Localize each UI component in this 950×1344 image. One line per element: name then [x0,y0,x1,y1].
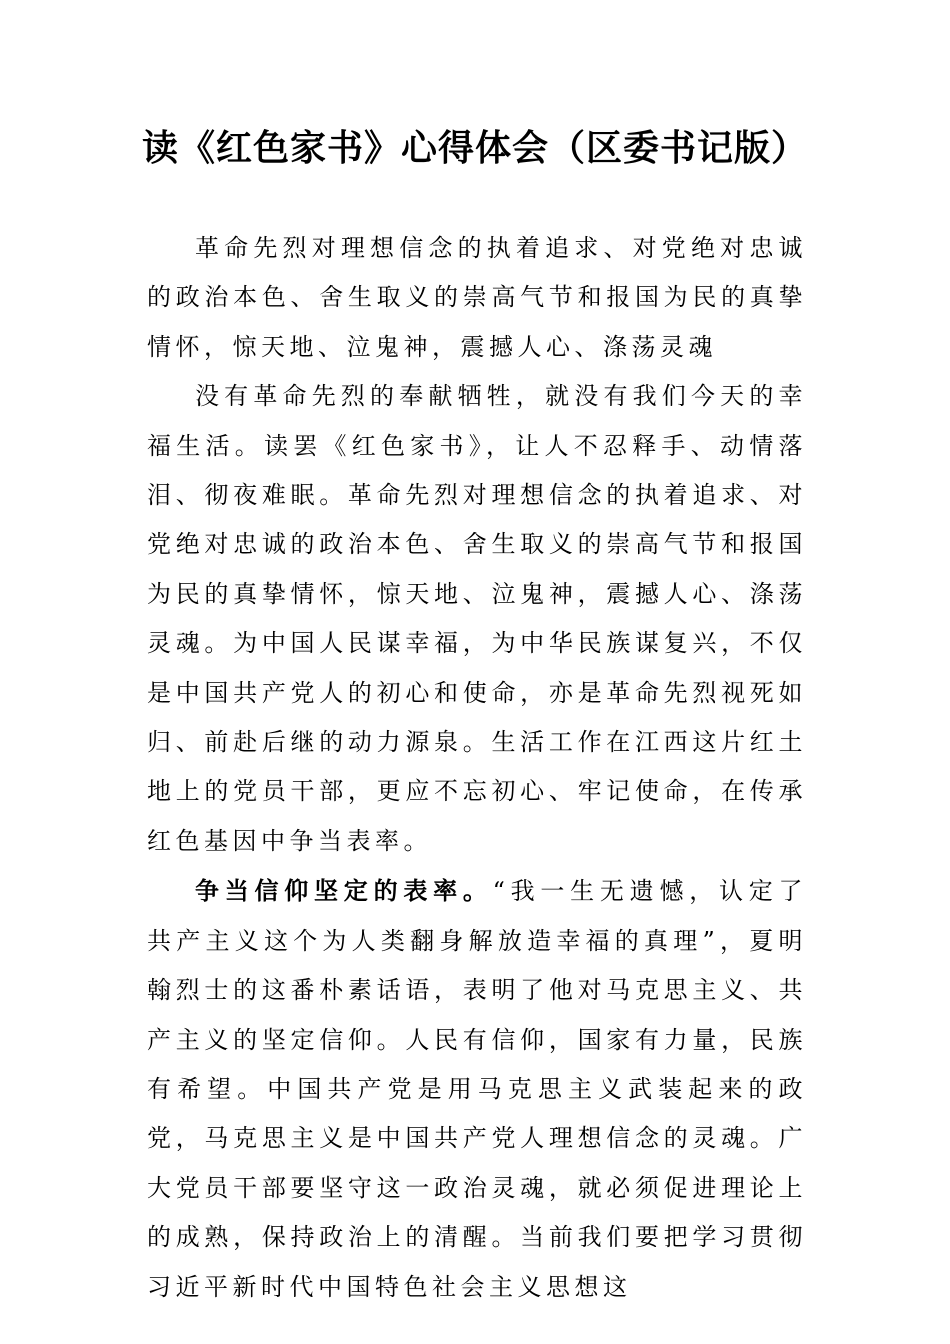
document-body [147,224,807,1312]
paragraph-intro-summary [147,224,807,372]
paragraph-text: “我一生无遗憾，认定了共产主义这个为人类翻身解放造幸福的真理”，夏明翰烈士的这番朴素话语，表明了他对马克思主义、共产主义的坚定信仰。人民有信仰，国家有力量，民族有希望。中国共产党是用马克思主义武装起来的政党，马克思主义是中国共产党人理想信念的灵魂。广大党员干部要坚守这一政治灵魂，就必须促进理论上的成熟，保持政治上的清醒。当前我们要把学习贯彻习近平新时代中国特色社会主义思想这 [147,877,807,1301]
paragraph-text: 革命先烈对理想信念的执着追求、对党绝对忠诚的政治本色、舍生取义的崇高气节和报国为民的真挚情怀，惊天地、泣鬼神，震撼人心、涤荡灵魂 [147,234,807,361]
document-title: 读《红色家书》心得体会（区委书记版） [141,127,808,169]
paragraph-firm-belief [147,866,807,1312]
paragraph-text: 没有革命先烈的奉献牺牲，就没有我们今天的幸福生活。读罢《红色家书》，让人不忍释手、动情落泪、彻夜难眠。革命先烈对理想信念的执着追求、对党绝对忠诚的政治本色、舍生取义的崇高气节和报国为民的真挚情怀，惊天地、泣鬼神，震撼人心、涤荡灵魂。为中国人民谋幸福，为中华民族谋复兴，不仅是中国共产党人的初心和使命，亦是革命先烈视死如归、前赴后继的动力源泉。生活工作在江西这片红土地上的党员干部，更应不忘初心、牢记使命，在传承红色基因中争当表率。 [147,382,807,855]
paragraph-sacrifice [147,372,807,866]
paragraph-lead-heading: 争当信仰坚定的表率。 [195,876,493,906]
